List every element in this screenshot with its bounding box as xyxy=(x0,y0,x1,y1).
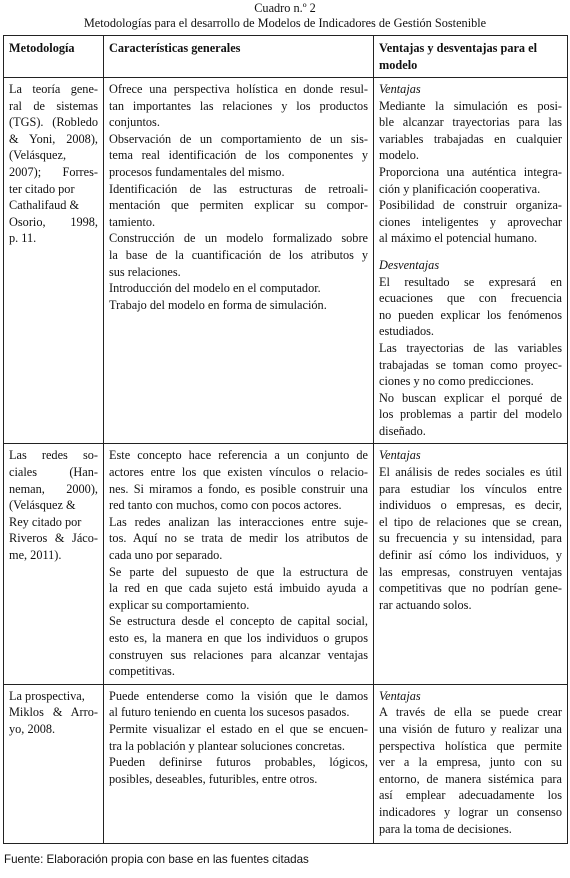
disadvantages-text-line: El resultado se expresará en xyxy=(379,274,562,289)
characteristics-text-line: tra la población y plantear soluciones concretas. xyxy=(109,738,345,753)
advantages-text-line: ciones inteligentes y aprovechar xyxy=(379,214,562,229)
advantages-text-line: El análisis de redes sociales es útil xyxy=(379,465,562,480)
advantages-text-line: A través de ella se puede crear xyxy=(379,705,562,720)
methodology-text-line: Riveros & Jáco- xyxy=(9,531,98,546)
advantages-text-line: rar actuando solos. xyxy=(379,597,472,612)
advantages-cell xyxy=(374,444,568,684)
advantages-text-line: ver a la empresa, junto con su xyxy=(379,755,562,770)
methodology-text-line: La teoría gene- xyxy=(9,82,98,96)
disadvantages-text-line: los problemas a partir del modelo xyxy=(379,407,562,422)
disadvantages-text-line: ecuaciones que con frecuencia xyxy=(379,291,562,306)
characteristics-text-line: posibles, deseables, futuribles, entre otros. xyxy=(109,771,318,786)
methodology-text-line: Las redes so- xyxy=(9,448,98,463)
characteristics-text-line: Se estructura desde el concepto de capital social, xyxy=(109,614,368,629)
methodology-text-line: Rey citado por xyxy=(9,514,82,529)
advantages-text-line: perspectiva holística que permite xyxy=(379,738,562,753)
disadvantages-text-line: ciones y no como predicciones. xyxy=(379,374,534,389)
characteristics-cell xyxy=(104,78,374,444)
header-characteristics: Características generales xyxy=(104,36,374,78)
methodology-text-line: 2007); Forres- xyxy=(9,164,98,179)
characteristics-text-line: Observación de un comportamiento de un sis- xyxy=(109,131,368,146)
characteristics-text-line: Ofrece una perspectiva holística en donde resul- xyxy=(109,82,368,96)
characteristics-text-line: conjuntos. xyxy=(109,115,160,130)
characteristics-text-line: tan importantes las relaciones y los productos xyxy=(109,98,368,113)
characteristics-text-line: nes. Si miramos a fondo, es posible construir una xyxy=(109,481,368,496)
disadvantages-text-line: no pueden explicar los fenómenos xyxy=(379,307,562,322)
advantages-text-line: para la toma de decisiones. xyxy=(379,821,512,836)
advantages-text-line: variables trabajadas en cualquier xyxy=(379,131,562,146)
disadvantages-text-line: trabajadas se toman como proyec- xyxy=(379,357,562,372)
header-methodology: Metodología xyxy=(4,36,104,78)
methodology-text-line: Cathalifaud & xyxy=(9,198,80,213)
characteristics-text-line: mentación que permiten explicar su compor- xyxy=(109,198,368,213)
methodology-text-line: Miklos & Arro- xyxy=(9,705,98,720)
characteristics-cell xyxy=(104,444,374,684)
advantages-text-line: ble alcanzar trayectorias para las xyxy=(379,115,562,130)
characteristics-text-line: la base de la cuantificación de los atributos y xyxy=(109,247,368,262)
advantages-text-line: ción y planificación cooperativa. xyxy=(379,181,541,196)
advantages-text-line: modelo. xyxy=(379,148,419,163)
methodology-cell xyxy=(4,78,104,444)
advantages-text-line: indicadores y lograr un consenso xyxy=(379,804,562,819)
advantages-text-line: competitivas que no podrían gene- xyxy=(379,581,562,596)
methodology-cell xyxy=(4,444,104,684)
advantages-text-line: una visión de futuro y realizar una xyxy=(379,721,562,736)
advantages-text-line: entorno, de manera sistémica para xyxy=(379,771,562,786)
advantages-text-line: definir así cómo los individuos, y xyxy=(379,548,562,563)
methodology-text-line: neman, 2000), xyxy=(9,481,98,496)
source-note: Fuente: Elaboración propia con base en las fuentes citadas xyxy=(4,853,309,866)
table-header-row xyxy=(4,36,568,78)
characteristics-text-line: Se parte del supuesto de que la estructura de xyxy=(109,564,368,579)
disadvantages-text-line: estudiados. xyxy=(379,324,434,339)
characteristics-text-line: procesos fundamentales del mismo. xyxy=(109,164,285,179)
characteristics-text-line: Trabajo del modelo en forma de simulación. xyxy=(109,297,327,312)
methodology-text-line: yo, 2008. xyxy=(9,721,56,736)
advantages-label: Ventajas xyxy=(379,448,421,463)
characteristics-cell xyxy=(104,684,374,843)
methodology-text-line: me, 2011). xyxy=(9,548,62,563)
advantages-text-line: Proporciona una auténtica integra- xyxy=(379,164,562,179)
header-advantages: Ventajas y desventajas para el modelo xyxy=(374,36,568,78)
advantages-text-line: Posibilidad de construir organiza- xyxy=(379,198,562,213)
disadvantages-text-line: diseñado. xyxy=(379,423,426,438)
characteristics-text-line: Construcción de un modelo formalizado sobre xyxy=(109,231,368,246)
characteristics-text-line: Puede entenderse como la visión que le damos xyxy=(109,688,368,703)
methodologies-table xyxy=(3,35,568,844)
methodology-text-line: p. 11. xyxy=(9,231,37,246)
table-row xyxy=(4,444,568,684)
characteristics-text-line: esto es, la manera en que los individuos o grupos xyxy=(109,631,368,645)
advantages-cell xyxy=(374,684,568,843)
characteristics-text-line: al futuro teniendo en cuenta los sucesos pasados. xyxy=(109,705,350,720)
methodology-text-line: & Yoni, 2008), xyxy=(9,131,98,146)
characteristics-text-line: explicar su comportamiento. xyxy=(109,597,250,612)
methodology-text-line: ciales (Han- xyxy=(9,465,98,480)
methodology-cell xyxy=(4,684,104,843)
table-row xyxy=(4,78,568,444)
methodology-text-line: (Velásquez & xyxy=(9,498,76,513)
characteristics-text-line: la red en que cada sujeto está imbuido ayuda a xyxy=(109,581,368,596)
advantages-text-line: para estudiar los vínculos entre xyxy=(379,481,562,496)
disadvantages-label: Desventajas xyxy=(379,257,440,272)
characteristics-text-line: actores entre los que existen vínculos o relacio- xyxy=(109,465,368,480)
methodology-text-line: Osorio, 1998, xyxy=(9,214,98,229)
advantages-text-line: el tipo de relaciones que se crean, xyxy=(379,514,562,529)
characteristics-text-line: Este concepto hace referencia a un conjunto de xyxy=(109,448,368,463)
advantages-label: Ventajas xyxy=(379,688,421,703)
advantages-text-line: individuos o empresas, es decir, xyxy=(379,498,562,513)
methodology-text-line: (TGS). (Robledo xyxy=(9,115,98,130)
characteristics-text-line: red tanto con muchos, como con pocos actores. xyxy=(109,498,342,513)
characteristics-text-line: Las redes analizan las interacciones entre suje- xyxy=(109,514,368,529)
disadvantages-text-line: Las trayectorias de las variables xyxy=(379,340,562,355)
methodology-text-line: La prospectiva, xyxy=(9,688,85,703)
characteristics-text-line: sus relaciones. xyxy=(109,264,181,279)
advantages-text-line: así emplear adecuadamente los xyxy=(379,788,562,803)
table-row xyxy=(4,684,568,843)
disadvantages-text-line: No buscan explicar el porqué de xyxy=(379,390,562,405)
advantages-text-line: Mediante la simulación es posi- xyxy=(379,98,562,113)
characteristics-text-line: Permite visualizar el estado en el que se encuen- xyxy=(109,721,368,736)
caption-title: Metodologías para el desarrollo de Modelos de Indicadores de Gestión Sostenible xyxy=(83,16,487,30)
characteristics-text-line: Identificación de las estructuras de retroali- xyxy=(109,181,368,196)
methodology-text-line: ral de sistemas xyxy=(9,98,98,113)
characteristics-text-line: competitivas. xyxy=(109,664,175,679)
advantages-label: Ventajas xyxy=(379,82,421,96)
characteristics-text-line: cada uno por separado. xyxy=(109,548,223,563)
advantages-text-line: al máximo el potencial humano. xyxy=(379,231,538,246)
advantages-text-line: las empresas, construyen ventajas xyxy=(379,564,562,579)
characteristics-text-line: Pueden definirse futuros probables, lógicos, xyxy=(109,755,368,770)
methodology-text-line: ter citado por xyxy=(9,181,75,196)
characteristics-text-line: Introducción del modelo en el computador. xyxy=(109,281,321,296)
characteristics-text-line: tos. Aquí no se trata de medir los atributos de xyxy=(109,531,368,546)
advantages-text-line: su frecuencia y su intensidad, para xyxy=(379,531,562,546)
methodology-text-line: (Velásquez, xyxy=(9,148,67,163)
characteristics-text-line: tamiento. xyxy=(109,214,156,229)
characteristics-text-line: construyen sus relaciones para alcanzar ventajas xyxy=(109,647,368,662)
advantages-cell xyxy=(374,78,568,444)
characteristics-text-line: tema real identificación de los componentes y xyxy=(109,148,368,163)
caption-number: Cuadro n.º 2 xyxy=(254,1,316,15)
